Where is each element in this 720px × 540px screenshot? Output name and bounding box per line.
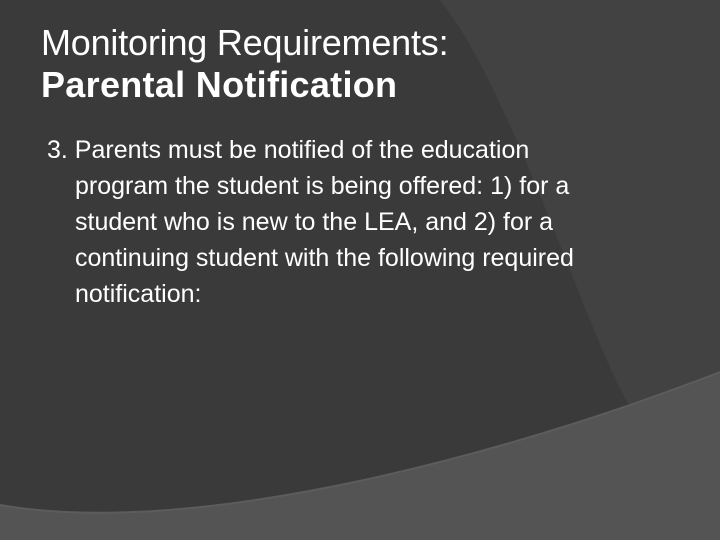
title-line-monitoring: Monitoring Requirements:: [41, 22, 449, 63]
body-paragraph: 3. Parents must be notified of the education program the student is being offered: 1) for a student who is new to the LEA, and 2) for a continuing student with the following required notification:: [47, 136, 574, 308]
background-swoosh-shape: [0, 372, 720, 540]
title-line-parental-notification: Parental Notification: [41, 64, 398, 105]
slide-title: [41, 22, 681, 106]
slide-body: [47, 132, 627, 312]
